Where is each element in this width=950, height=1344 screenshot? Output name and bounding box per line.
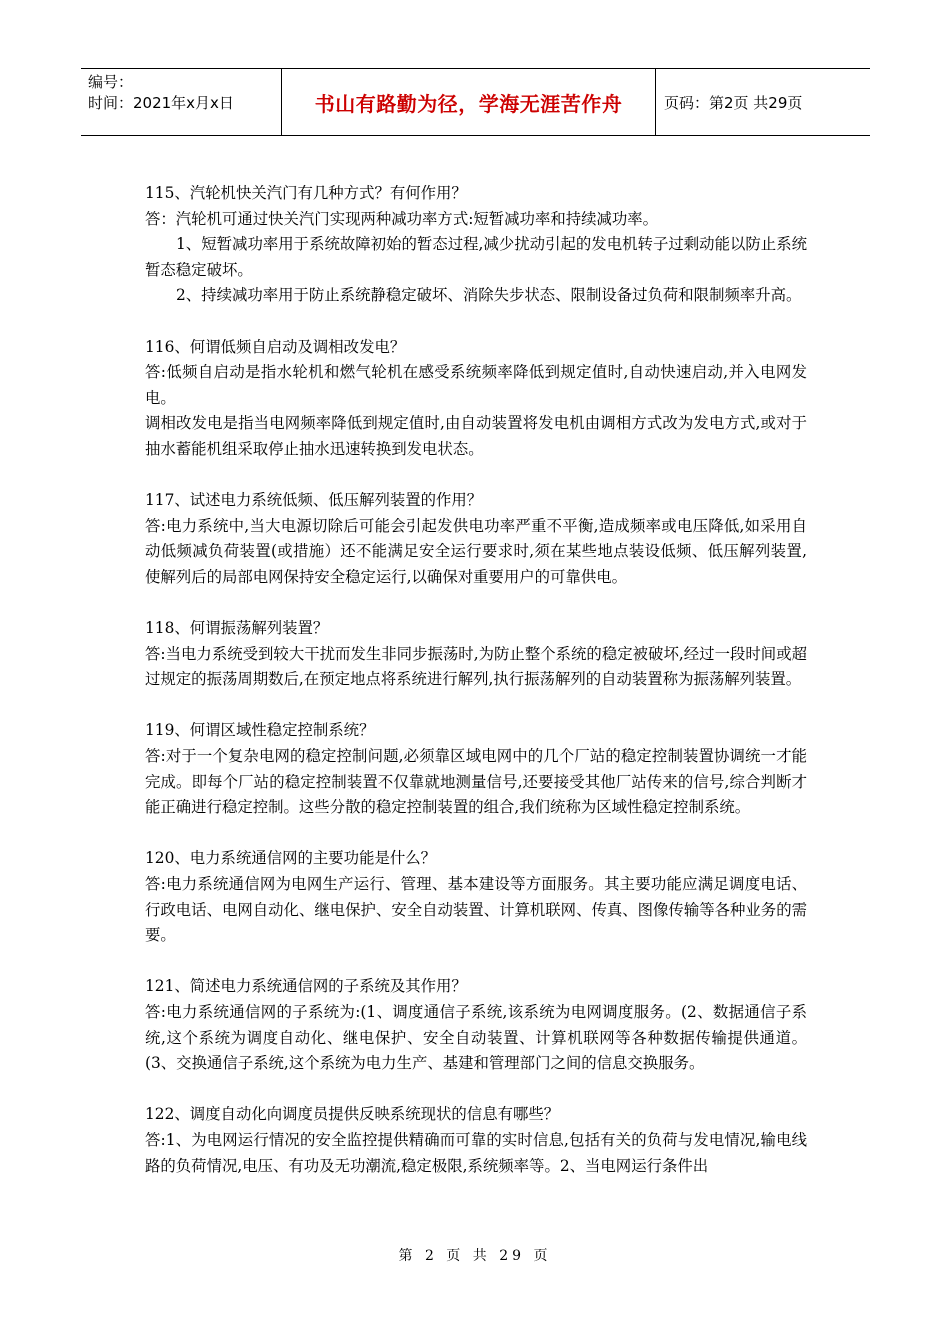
question-heading: 121、简述电力系统通信网的子系统及其作用？ xyxy=(145,977,467,996)
question-heading: 115、汽轮机快关汽门有几种方式？有何作用？ xyxy=(145,184,467,202)
footer-page-label: 第 2 页 共 29 页 xyxy=(398,1248,552,1264)
answer-paragraph: 调相改发电是指当电网频率降低到规定值时,由自动装置将发电机由调相方式改为发电方式,或对于抽水蓄能机组采取停止抽水迅速转换到发电状态。 xyxy=(145,414,807,458)
answer-paragraph: 答:低频自启动是指水轮机和燃气轮机在感受系统频率降低到规定值时,自动快速启动,并入电网发电。 xyxy=(145,363,807,407)
qa-section xyxy=(145,616,807,693)
answer-paragraph: 答:电力系统通信网为电网生产运行、管理、基本建设等方面服务。其主要功能应满足调度电话、行政电话、电网自动化、继电保护、安全自动装置、计算机联网、传真、图像传输等各种业务的需要。 xyxy=(145,875,807,945)
answer-paragraph: 2、持续减功率用于防止系统静稳定破坏、消除失步状态、限制设备过负荷和限制频率升高。 xyxy=(176,286,802,305)
question-heading: 118、何谓振荡解列装置？ xyxy=(145,619,329,638)
question-heading: 122、调度自动化向调度员提供反映系统现状的信息有哪些？ xyxy=(145,1105,560,1124)
answer-paragraph: 答:当电力系统受到较大干扰而发生非同步振荡时,为防止整个系统的稳定被破坏,经过一段时间或超过规定的振荡周期数后,在预定地点将系统进行解列,执行振荡解列的自动装置称为振荡解列装置。 xyxy=(145,644,807,689)
header-page-info-text: 页码：第2页 共29页 xyxy=(664,93,803,112)
qa-section xyxy=(145,335,807,463)
answer-paragraph: 答:电力系统通信网的子系统为:(1、调度通信子系统,该系统为电网调度服务。(2、数据通信子系统,这个系统为调度自动化、继电保护、安全自动装置、计算机联网等各种数据传输提供通道。(3、交换通信子系统,这个系统为电力生产、基建和管理部门之间的信息交换服务。 xyxy=(145,1003,807,1073)
qa-section xyxy=(145,846,807,948)
header-motto xyxy=(282,69,656,135)
header-date-label: 时间：2021年x月x日 xyxy=(88,94,234,112)
document-body xyxy=(145,181,807,1205)
header-number-label: 编号： xyxy=(88,73,134,91)
qa-section xyxy=(145,1102,807,1179)
question-heading: 119、何谓区域性稳定控制系统？ xyxy=(145,721,375,740)
header-meta xyxy=(81,69,282,135)
header-motto-text: 书山有路勤为径，学海无涯苦作舟 xyxy=(314,91,623,116)
question-heading: 120、电力系统通信网的主要功能是什么？ xyxy=(145,849,437,868)
qa-section xyxy=(145,718,807,820)
page-footer xyxy=(0,1245,950,1265)
answer-paragraph: 答:1、为电网运行情况的安全监控提供精确而可靠的实时信息,包括有关的负荷与发电情况,输电线路的负荷情况,电压、有功及无功潮流,稳定极限,系统频率等。2、当电网运行条件出 xyxy=(145,1130,807,1175)
qa-section xyxy=(145,974,807,1076)
page-header xyxy=(81,68,870,136)
qa-section xyxy=(145,488,807,590)
question-heading: 117、试述电力系统低频、低压解列装置的作用？ xyxy=(145,491,483,510)
qa-section xyxy=(145,181,807,309)
question-heading: 116、何谓低频自启动及调相改发电？ xyxy=(145,337,406,356)
answer-paragraph: 1、短暂减功率用于系统故障初始的暂态过程,减少扰动引起的发电机转子过剩动能以防止系统暂态稳定破坏。 xyxy=(145,235,807,279)
answer-paragraph: 答:对于一个复杂电网的稳定控制问题,必须靠区域电网中的几个厂站的稳定控制装置协调统一才能完成。即每个厂站的稳定控制装置不仅靠就地测量信号,还要接受其他厂站传来的信号,综合判断才能正确进行稳定控制。这些分散的稳定控制装置的组合,我们统称为区域性稳定控制系统。 xyxy=(145,747,807,817)
header-page-info xyxy=(656,69,870,135)
answer-paragraph: 答:电力系统中,当大电源切除后可能会引起发供电功率严重不平衡,造成频率或电压降低,如采用自动低频减负荷装置(或措施）还不能满足安全运行要求时,须在某些地点装设低频、低压解列装置,使解列后的局部电网保持安全稳定运行,以确保对重要用户的可靠供电。 xyxy=(145,516,807,586)
answer-paragraph: 答：汽轮机可通过快关汽门实现两种减功率方式:短暂减功率和持续减功率。 xyxy=(145,209,659,228)
